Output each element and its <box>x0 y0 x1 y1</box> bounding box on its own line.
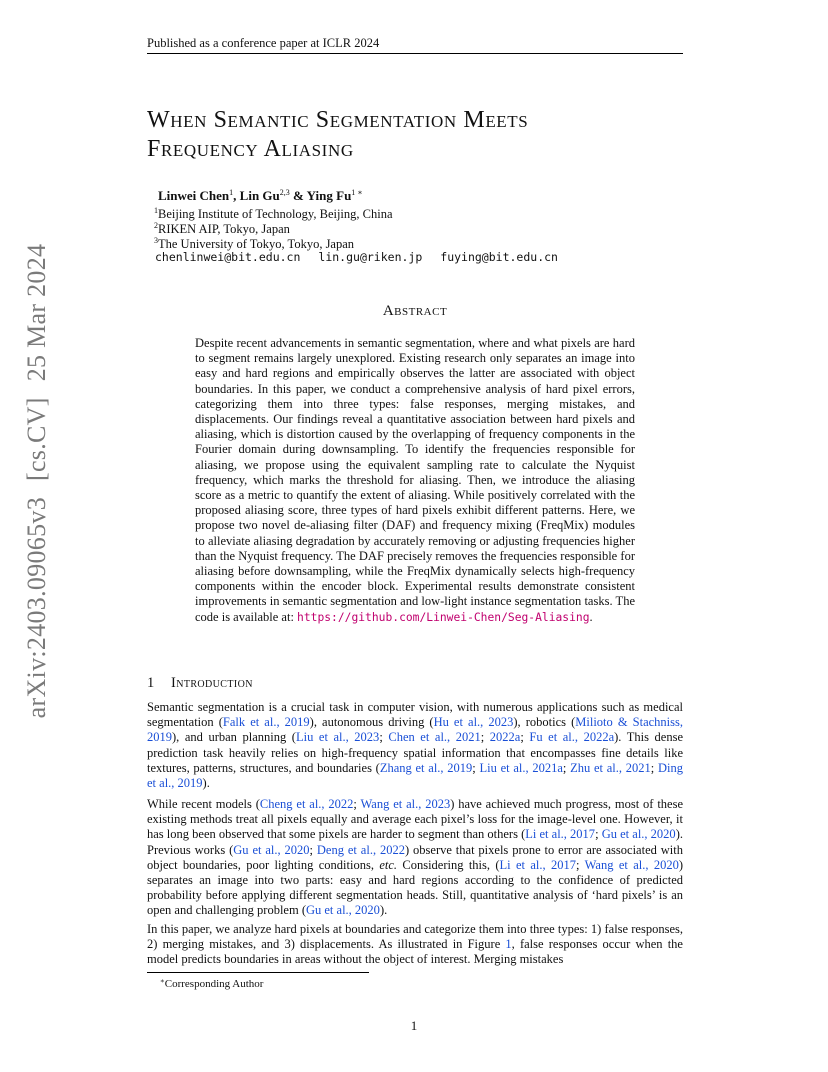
citation-link[interactable]: Deng et al., 2022 <box>316 842 405 857</box>
title-line-2: Frequency Aliasing <box>147 136 354 162</box>
paragraph-text: ) observe that pixels prone to error are associated with object boundaries, poor lighting conditions, <box>147 842 683 872</box>
intro-paragraph-1 <box>147 700 683 791</box>
citation-link[interactable]: Zhu et al., 2021 <box>570 760 651 775</box>
paragraph-text: ) separates an image into two parts: easy and hard regions according to the confidence of predicted probability before applying different segmentation heads. Still, quantitative analysis of ‘hard pixels’ is an open and challenging problem ( <box>147 857 683 918</box>
section-heading-introduction <box>147 675 253 692</box>
author-name: Lin Gu <box>239 188 280 203</box>
footnote-text: Corresponding Author <box>164 978 264 990</box>
paragraph-text: ; <box>520 730 530 745</box>
author-separator: , <box>233 188 240 203</box>
paragraph-text: ). <box>202 776 210 791</box>
intro-paragraph-2 <box>147 797 683 919</box>
affiliation-text: RIKEN AIP, Tokyo, Japan <box>158 222 290 236</box>
arxiv-stamp <box>22 228 52 719</box>
paragraph-text: In this paper, we analyze hard pixels at boundaries and categorize them into three types: 1) false responses, 2) merging mistakes, and 3) displacements. As illustrated in Figure <box>147 922 683 952</box>
footnote <box>160 977 263 990</box>
section-number: 1 <box>147 675 155 691</box>
paragraph-text: ; <box>562 760 571 775</box>
email-link[interactable]: fuying@bit.edu.cn <box>440 250 558 264</box>
paragraph-text: , false responses occur when the model predicts boundaries in areas without the object of interest. Merging mistakes <box>147 937 683 967</box>
email-link[interactable]: lin.gu@riken.jp <box>318 250 423 264</box>
paragraph-text: ; <box>595 827 602 842</box>
intro-paragraph-3 <box>147 922 683 968</box>
paragraph-text: ; <box>472 760 480 775</box>
citation-link[interactable]: Li et al., 2017 <box>499 857 577 872</box>
citation-link[interactable]: Falk et al., 2019 <box>222 715 310 730</box>
abstract-end: . <box>589 609 593 624</box>
paragraph-text: ; <box>576 857 585 872</box>
citation-link[interactable]: Gu et al., 2020 <box>233 842 310 857</box>
affiliation-text: Beijing Institute of Technology, Beijing, China <box>158 207 393 221</box>
page-number: 1 <box>410 1018 418 1033</box>
affiliation-mark: 3 <box>154 236 158 245</box>
citation-link[interactable]: Hu et al., 2023 <box>433 715 514 730</box>
arxiv-category: [cs.CV] <box>22 397 51 481</box>
footnote-mark: ∗ <box>160 977 165 985</box>
paragraph-text: ; <box>309 842 317 857</box>
author-affil-mark: 1 ∗ <box>351 188 363 197</box>
paragraph-text: ), autonomous driving ( <box>309 715 434 730</box>
footnote-rule <box>147 972 369 973</box>
citation-link[interactable]: Li et al., 2017 <box>525 827 596 842</box>
citation-link[interactable]: Chen et al., 2021 <box>388 730 481 745</box>
arxiv-id: arXiv:2403.09065v3 <box>22 497 51 719</box>
citation-link[interactable]: Gu et al., 2020 <box>305 903 380 918</box>
abstract-body <box>195 336 635 625</box>
citation-link[interactable]: Fu et al., 2022a <box>529 730 615 745</box>
author-name: Ying Fu <box>306 188 352 203</box>
citation-link[interactable]: Zhang et al., 2019 <box>379 760 473 775</box>
citation-link[interactable]: Wang et al., 2023 <box>360 797 451 811</box>
running-header: Published as a conference paper at ICLR 2024 <box>147 36 380 50</box>
paragraph-text: ) have achieved much progress, most of these existing methods treat all pixels equally and average each pixel’s loss for the image-level one. However, it has long been observed that some pixels are harder to segment than others ( <box>147 797 683 842</box>
arxiv-date: 25 Mar 2024 <box>22 243 51 382</box>
section-title: Introduction <box>171 675 253 691</box>
affiliation-mark: 2 <box>154 221 158 230</box>
emphasis-etc: etc. <box>379 857 398 872</box>
paragraph-text: ; <box>353 797 361 811</box>
paragraph-text: ; <box>379 730 389 745</box>
affiliation-text: The University of Tokyo, Tokyo, Japan <box>158 237 355 251</box>
abstract-heading: Abstract <box>382 303 448 319</box>
author-emails <box>155 250 576 264</box>
figure-link[interactable]: 1 <box>505 937 512 952</box>
citation-link[interactable]: Liu et al., 2023 <box>295 730 380 745</box>
author-affil-mark: 2,3 <box>279 188 290 197</box>
paragraph-text: ; <box>480 730 490 745</box>
affiliation-mark: 1 <box>154 206 158 215</box>
citation-link[interactable]: Cheng et al., 2022 <box>259 797 354 811</box>
paragraph-text: While recent models ( <box>147 797 260 811</box>
author-affil-mark: 1 <box>229 188 234 197</box>
paper-title <box>147 106 683 164</box>
author-list <box>158 185 363 204</box>
paragraph-text: Semantic segmentation is a crucial task in computer vision, with numerous applications such as medical segmentation ( <box>147 700 683 730</box>
header-rule <box>147 53 683 54</box>
paragraph-text: ), and urban planning ( <box>172 730 296 745</box>
author-name: Linwei Chen <box>158 188 230 203</box>
paragraph-text: ). Previous works ( <box>147 827 683 857</box>
citation-link[interactable]: Gu et al., 2020 <box>601 827 676 842</box>
author-separator: & <box>289 188 307 203</box>
paragraph-text: ), robotics ( <box>513 715 576 730</box>
paragraph-text: ; <box>650 760 658 775</box>
citation-link[interactable]: Liu et al., 2021a <box>479 760 563 775</box>
email-link[interactable]: chenlinwei@bit.edu.cn <box>155 250 301 264</box>
paragraph-text: ). <box>379 903 388 918</box>
citation-link[interactable]: Wang et al., 2020 <box>584 857 679 872</box>
citation-link[interactable]: Milioto & Stachniss, 2019 <box>147 715 683 745</box>
citation-link[interactable]: Ding et al., 2019 <box>147 760 683 791</box>
title-line-1: When Semantic Segmentation Meets <box>147 107 529 133</box>
paragraph-text: ). This dense prediction task heavily relies on high-frequency spatial information that encompasses fine details like textures, patterns, structures, and boundaries ( <box>147 730 683 775</box>
abstract-text: Despite recent advancements in semantic segmentation, where and what pixels are hard to segment remains largely unexplored. Existing research only separates an image into easy and hard regions and empirically observes the latter are associated with object boundaries. In this paper, we conduct a comprehensive analysis of hard pixel errors, categorizing them into three types: false responses, merging mistakes, and displacements. Our findings reveal a quantitative association between hard pixels and aliasing, which is distortion caused by the overlapping of frequency components in the Fourier domain during downsampling. To identify the frequencies responsible for aliasing, we propose using the equivalent sampling rate to calculate the Nyquist frequency, which marks the threshold for aliasing. Then, we introduce the aliasing score as a metric to quantify the extent of aliasing. While positively correlated with the proposed aliasing score, three types of hard pixels exhibit different patterns. Here, we propose two novel de-aliasing filter (DAF) and frequency mixing (FreqMix) modules to alleviate aliasing degradation by accurately removing or adjusting frequencies higher than the Nyquist frequency. The DAF precisely removes the frequencies responsible for aliasing before downsampling, while the FreqMix dynamically selects high-frequency components within the encoder block. Experimental results demonstrate consistent improvements in semantic segmentation and low-light instance segmentation tasks. The code is available at: <box>195 336 635 624</box>
paragraph-text: Considering this, ( <box>397 857 500 872</box>
code-link[interactable]: https://github.com/Linwei-Chen/Seg-Aliasing <box>297 610 590 624</box>
citation-link[interactable]: 2022a <box>489 730 521 745</box>
